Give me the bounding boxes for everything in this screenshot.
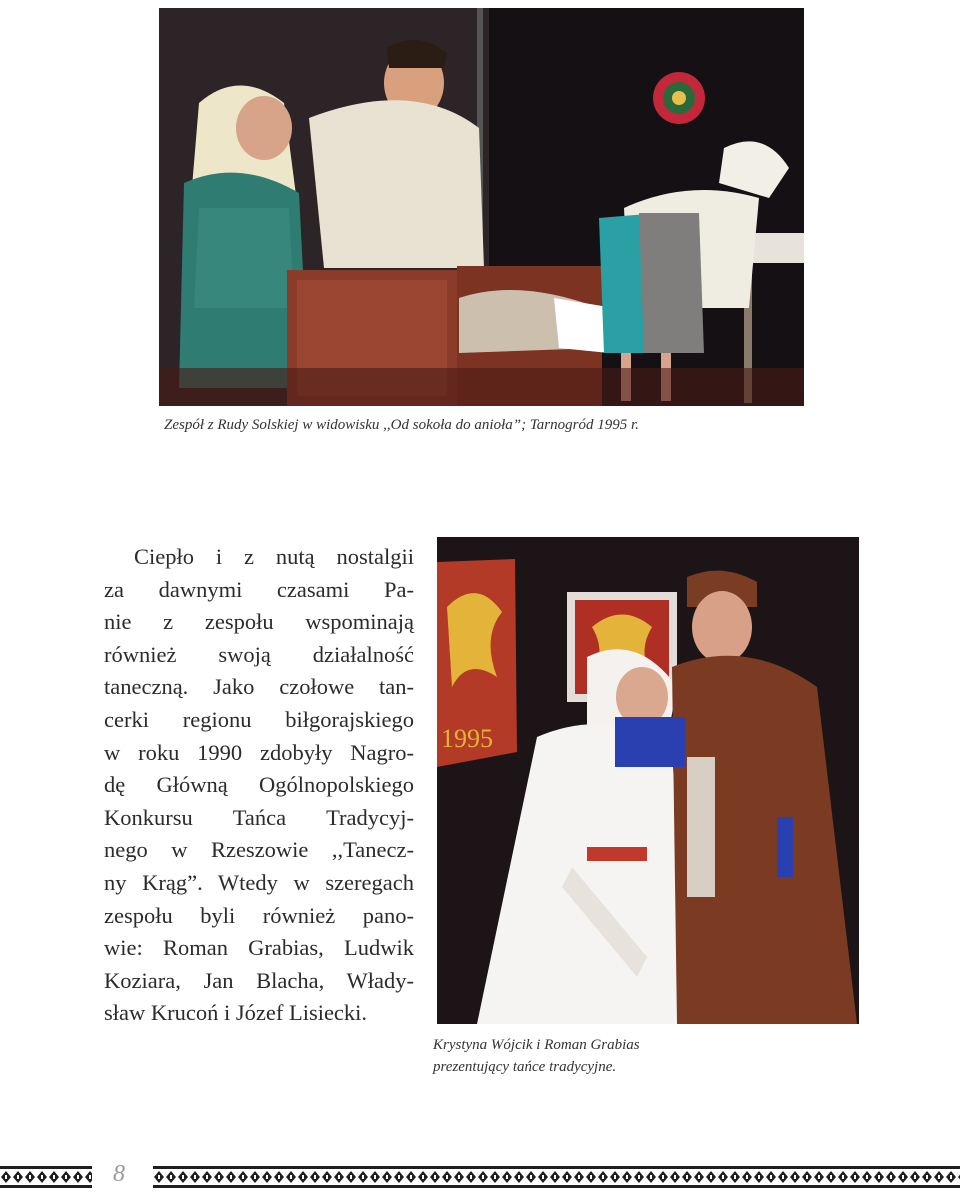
photo-caption-top: Zespół z Rudy Solskiej w widowisku ,,Od sokoła do anioła”; Tarnogród 1995 r. (164, 417, 639, 433)
body-line: wie: Roman Grabias, Ludwik (104, 935, 414, 961)
page-number: 8 (113, 1161, 125, 1187)
body-line: cerki regionu biłgorajskiego (104, 706, 414, 732)
body-line: Konkursu Tańca Tradycyj- (104, 804, 414, 830)
ornament-border-left (0, 1166, 92, 1188)
photo-stage-illustration (159, 8, 804, 406)
ornament-border-right (153, 1166, 960, 1188)
wall-ornament (653, 72, 705, 124)
body-line: nego w Rzeszowie ,,Tanecz- (104, 837, 414, 863)
body-line: zespołu byli również pano- (104, 902, 414, 928)
banner-year: 1995 (441, 724, 493, 753)
body-line: w roku 1990 zdobyły Nagro- (104, 739, 414, 765)
body-line: za dawnymi czasami Pa- (104, 576, 414, 602)
caption-line: prezentujący tańce tradycyjne. (433, 1059, 617, 1075)
body-line: Koziara, Jan Blacha, Włady- (104, 967, 414, 993)
photo-stage-scene (159, 8, 804, 406)
body-line: taneczną. Jako czołowe tan- (104, 674, 414, 700)
caption-line: Krystyna Wójcik i Roman Grabias (433, 1037, 640, 1053)
body-line: sław Krucoń i Józef Lisiecki. (104, 1000, 368, 1026)
photo-dancing-couple (437, 537, 859, 1024)
body-paragraph (104, 541, 414, 1030)
photo-caption-bottom (433, 1034, 640, 1078)
photo-dance-illustration (437, 537, 859, 1024)
banner-left (437, 559, 517, 767)
body-line: dę Główną Ogólnopolskiego (104, 772, 414, 798)
body-line: nie z zespołu wspominają (104, 609, 414, 635)
body-line: Ciepło i z nutą nostalgii (134, 544, 414, 569)
body-line: również swoją działalność (104, 641, 414, 667)
body-line: ny Krąg”. Wtedy w szeregach (104, 869, 414, 895)
